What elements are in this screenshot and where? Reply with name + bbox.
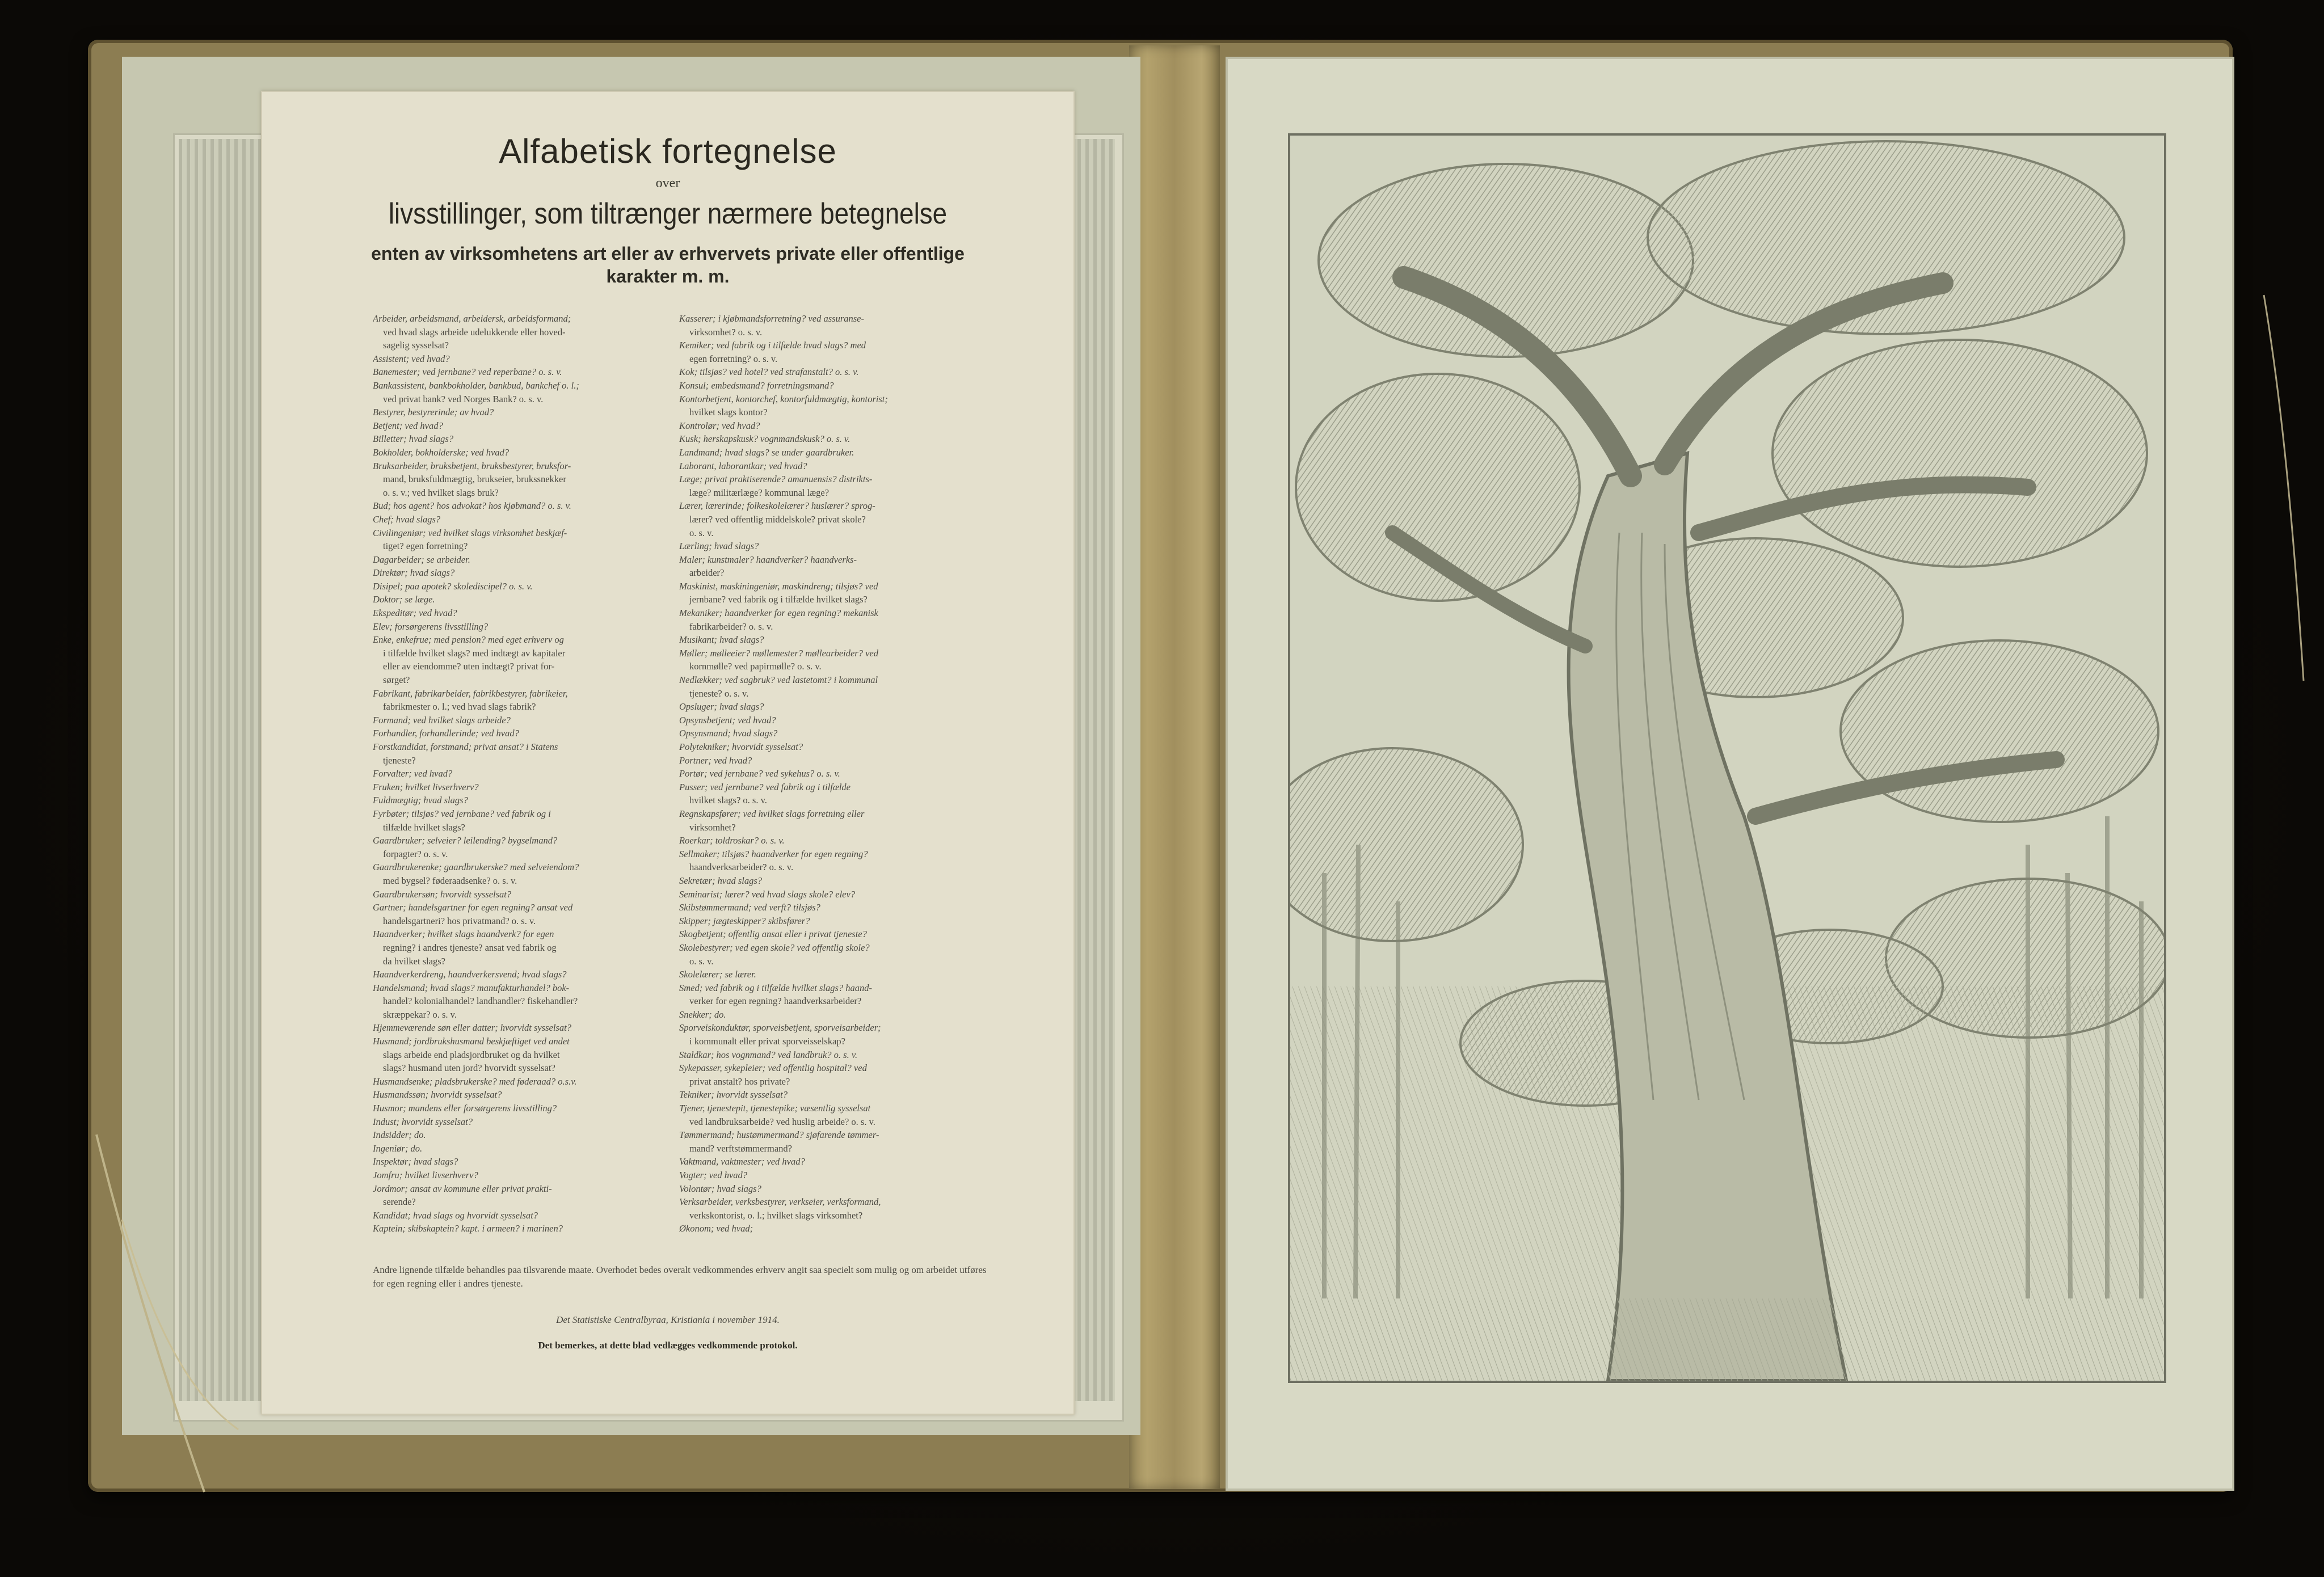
occupation-entry: Kusk; herskapskusk? vognmandskusk? o. s. v.: [679, 433, 851, 445]
occupation-entry: egen forretning? o. s. v.: [689, 353, 778, 364]
occupation-entry: Forstkandidat, forstmand; privat ansat? i Statens: [373, 741, 558, 752]
occupation-entry: sørget?: [383, 674, 410, 686]
occupation-entry: Indsidder; do.: [373, 1129, 426, 1141]
occupation-entry: Bankassistent, bankbokholder, bankbud, bankchef o. l.;: [373, 380, 579, 391]
occupation-entry: Banemester; ved jernbane? ved reperbane? o. s. v.: [373, 366, 562, 378]
occupation-entry: Husmor; mandens eller forsørgerens livsstilling?: [373, 1103, 557, 1114]
occupation-entry: Gartner; handelsgartner for egen regning? ansat ved: [373, 902, 573, 913]
occupation-entry: Skogbetjent; offentlig ansat eller i privat tjeneste?: [679, 929, 867, 940]
occupation-entry: Enke, enkefrue; med pension? med eget erhverv og: [373, 634, 564, 646]
occupation-entry: Gaardbrukerenke; gaardbrukerske? med selveiendom?: [373, 862, 579, 873]
occupation-entry: verker for egen regning? haandverksarbeider?: [689, 996, 862, 1007]
occupation-entry: Fuldmægtig; hvad slags?: [373, 795, 468, 806]
occupation-entry: Jomfru; hvilket livserhverv?: [373, 1170, 478, 1180]
occupation-entry: Kontrolør; ved hvad?: [679, 420, 760, 431]
occupation-entry: Nedlækker; ved sagbruk? ved lastetomt? i kommunal: [679, 674, 878, 686]
occupation-entry: Laborant, laborantkar; ved hvad?: [679, 460, 807, 471]
occupation-entry: Formand; ved hvilket slags arbeide?: [373, 714, 511, 726]
occupation-entry: Seminarist; lærer? ved hvad slags skole? elev?: [679, 888, 856, 900]
occupation-entry: fabrikarbeider? o. s. v.: [689, 621, 773, 632]
occupation-entry: Staldkar; hos vognmand? ved landbruk? o. s. v.: [679, 1049, 858, 1060]
occupation-entry: Økonom; ved hvad;: [679, 1223, 753, 1234]
occupation-entry: o. s. v.; ved hvilket slags bruk?: [383, 487, 499, 498]
occupation-entry: Opsynsbetjent; ved hvad?: [679, 714, 776, 726]
occupation-entry: forpagter? o. s. v.: [383, 848, 448, 859]
occupation-entry: Pusser; ved jernbane? ved fabrik og i tilfælde: [679, 781, 851, 792]
occupation-entry: skræppekar? o. s. v.: [383, 1009, 457, 1020]
occupation-entry: Fyrbøter; tilsjøs? ved jernbane? ved fabrik og i: [373, 808, 551, 819]
occupation-entry: Vogter; ved hvad?: [679, 1170, 748, 1180]
occupation-entry: tjeneste? o. s. v.: [689, 688, 749, 699]
occupation-entry: Sporveiskonduktør, sporveisbetjent, sporveisarbeider;: [679, 1022, 881, 1034]
occupation-entry: Opsluger; hvad slags?: [679, 701, 764, 712]
occupation-entry: virksomhet?: [689, 821, 736, 833]
occupation-entry: Fabrikant, fabrikarbeider, fabrikbestyrer, fabrikeier,: [373, 688, 568, 699]
occupation-entry: mand? verftstømmermand?: [689, 1142, 792, 1154]
occupation-entry: Bestyrer, bestyrerinde; av hvad?: [373, 407, 494, 418]
occupation-entry: Sekretær; hvad slags?: [679, 875, 763, 886]
occupation-entry: Bokholder, bokholderske; ved hvad?: [373, 446, 510, 458]
occupation-entry: Elev; forsørgerens livsstilling?: [373, 621, 489, 632]
occupation-entry: Tekniker; hvorvidt sysselsat?: [679, 1089, 788, 1100]
sheet-footer-note: Andre lignende tilfælde behandles paa tilsvarende maate. Overhodet bedes overalt vedkommendes erhverv angit saa specielt som mulig og om arbeidet utføres for egen regning eller i andres tjeneste.: [373, 1264, 987, 1289]
occupation-entry: Vaktmand, vaktmester; ved hvad?: [679, 1156, 805, 1167]
sheet-title: Alfabetisk fortegnelse: [499, 132, 837, 170]
occupation-entry: Betjent; ved hvad?: [373, 420, 443, 431]
sheet-subsubtitle: enten av virksomhetens art eller av erhvervets private eller offentlige karakter m. m.: [371, 243, 965, 286]
occupation-entry: Husmandssøn; hvorvidt sysselsat?: [373, 1089, 502, 1100]
occupation-entry: Maskinist, maskiningeniør, maskindreng; tilsjøs? ved: [679, 580, 878, 592]
occupation-entry: Arbeider, arbeidsmand, arbeidersk, arbeidsformand;: [373, 313, 571, 324]
occupation-entry: Konsul; embedsmand? forretningsmand?: [679, 380, 834, 391]
occupation-entry: Lærer, lærerinde; folkeskolelærer? huslærer? sprog-: [679, 500, 875, 512]
sheet-footer-signature: Det Statistiske Centralbyraa, Kristiania i november 1914.: [556, 1314, 780, 1325]
occupation-entry: Landmand; hvad slags? se under gaardbruker.: [679, 446, 854, 458]
occupation-entry: tiget? egen forretning?: [383, 541, 468, 552]
occupation-entry: sagelig sysselsat?: [383, 340, 449, 351]
occupation-entry: Haandverker; hvilket slags haandverk? for egen: [373, 929, 554, 940]
occupation-entry: Disipel; paa apotek? skolediscipel? o. s. v.: [373, 580, 533, 592]
occupation-entry: Fruken; hvilket livserhverv?: [373, 781, 479, 792]
occupation-entry: Lærling; hvad slags?: [679, 541, 759, 552]
occupation-entry: Inspektør; hvad slags?: [373, 1156, 458, 1167]
occupation-entry: slags arbeide end pladsjordbruket og da hvilket: [383, 1049, 560, 1060]
occupation-entry: Tømmermand; hustømmermand? sjøfarende tømmer-: [679, 1129, 879, 1141]
occupation-entry: Mekaniker; haandverker for egen regning? mekanisk: [679, 608, 878, 619]
occupation-entry: serende?: [383, 1196, 416, 1208]
occupation-entry: Ingeniør; do.: [373, 1142, 423, 1154]
occupation-entry: privat anstalt? hos private?: [689, 1076, 790, 1087]
occupation-entry: Husmand; jordbrukshusmand beskjæftiget ved andet: [373, 1036, 570, 1047]
occupation-entry: Læge; privat praktiserende? amanuensis? distrikts-: [679, 474, 873, 485]
occupation-entry: Skibstømmermand; ved verft? tilsjøs?: [679, 902, 820, 913]
occupation-entry: Handelsmand; hvad slags? manufakturhandel? bok-: [373, 982, 570, 993]
occupation-entry: Haandverkerdreng, haandverkersvend; hvad slags?: [373, 969, 567, 980]
occupation-entry: Husmandsenke; pladsbrukerske? med føderaad? o.s.v.: [373, 1076, 577, 1087]
occupation-entry: hvilket slags? o. s. v.: [689, 795, 767, 806]
occupation-entry: i tilfælde hvilket slags? med indtægt av kapitaler: [383, 647, 566, 659]
occupation-entry: i kommunalt eller privat sporveisselskap?: [689, 1036, 845, 1047]
occupation-entry: hvilket slags kontor?: [689, 407, 768, 418]
occupation-entry: Maler; kunstmaler? haandverker? haandverks-: [679, 554, 857, 565]
occupation-entry: Opsynsmand; hvad slags?: [679, 728, 778, 739]
occupation-entry: verkskontorist, o. l.; hvilket slags virksomhet?: [689, 1209, 863, 1221]
occupation-entry: Kaptein; skibskaptein? kapt. i armeen? i marinen?: [373, 1223, 563, 1234]
occupation-entry: Musikant; hvad slags?: [679, 634, 764, 646]
occupation-entry: arbeider?: [689, 567, 725, 579]
occupation-entry: ved landbruksarbeide? ved huslig arbeide? o. s. v.: [689, 1116, 875, 1127]
occupation-entry: Gaardbrukersøn; hvorvidt sysselsat?: [373, 888, 512, 900]
occupation-entry: Assistent; ved hvad?: [373, 353, 450, 364]
occupation-entry: fabrikmester o. l.; ved hvad slags fabrik?: [383, 701, 536, 712]
occupation-entry: Chef; hvad slags?: [373, 513, 441, 525]
occupation-entry: Bud; hos agent? hos advokat? hos kjøbmand? o. s. v.: [373, 500, 571, 512]
occupation-entry: Kemiker; ved fabrik og i tilfælde hvad slags? med: [679, 340, 866, 351]
occupation-entry: Volontør; hvad slags?: [679, 1183, 761, 1194]
occupation-entry: Forvalter; ved hvad?: [373, 768, 453, 779]
occupation-entry: tjeneste?: [383, 754, 416, 766]
occupation-entry: ved privat bank? ved Norges Bank? o. s. v.: [383, 393, 544, 404]
occupation-entry: haandverksarbeider? o. s. v.: [689, 862, 794, 873]
occupation-entry: Portør; ved jernbane? ved sykehus? o. s. v.: [679, 768, 840, 779]
occupation-entry: Kontorbetjent, kontorchef, kontorfuldmægtig, kontorist;: [679, 393, 888, 404]
occupation-entry: Snekker; do.: [679, 1009, 726, 1020]
occupation-entry: Verksarbeider, verksbestyrer, verkseier, verksformand,: [679, 1196, 881, 1208]
occupation-entry: Skipper; jægteskipper? skibsfører?: [679, 915, 810, 926]
occupation-entry: Skolelærer; se lærer.: [679, 969, 756, 980]
occupation-entry: Jordmor; ansat av kommune eller privat prakti-: [373, 1183, 552, 1194]
sheet-over: over: [655, 176, 680, 191]
occupation-entry: Direktør; hvad slags?: [373, 567, 455, 579]
occupation-entry: regning? i andres tjeneste? ansat ved fabrik og: [383, 942, 557, 953]
occupation-entry: jernbane? ved fabrik og i tilfælde hvilket slags?: [689, 594, 868, 605]
occupation-entry: Regnskapsfører; ved hvilket slags forretning eller: [679, 808, 865, 819]
sheet-subtitle: livsstillinger, som tiltrænger nærmere betegnelse: [388, 197, 948, 230]
occupation-entry: Møller; mølleeier? møllemester? møllearbeider? ved: [679, 647, 878, 659]
occupation-entry: lærer? ved offentlig middelskole? privat skole?: [689, 513, 866, 525]
occupation-entry: Bruksarbeider, bruksbetjent, bruksbestyrer, bruksfor-: [373, 460, 571, 471]
occupation-entry: Civilingeniør; ved hvilket slags virksomhet beskjæf-: [373, 527, 567, 538]
occupation-entry: Billetter; hvad slags?: [373, 433, 454, 445]
occupation-entry: Polytekniker; hvorvidt sysselsat?: [679, 741, 803, 752]
occupation-entry: handel? kolonialhandel? landhandler? fiskehandler?: [383, 996, 578, 1007]
occupation-entry: ved hvad slags arbeide udelukkende eller hoved-: [383, 326, 566, 338]
occupation-entry: Doktor; se læge.: [373, 594, 435, 605]
occupation-entry: Kok; tilsjøs? ved hotel? ved strafanstalt? o. s. v.: [679, 366, 859, 378]
occupation-entry: mand, bruksfuldmægtig, brukseier, brukssnekker: [383, 474, 566, 485]
occupation-entry: læge? militærlæge? kommunal læge?: [689, 487, 830, 498]
occupation-entry: Dagarbeider; se arbeider.: [373, 554, 470, 565]
sheet-footer-instruction: Det bemerkes, at dette blad vedlægges vedkommende protokol.: [538, 1340, 798, 1351]
occupation-entry: Hjemmeværende søn eller datter; hvorvidt sysselsat?: [373, 1022, 571, 1034]
occupation-entry: Smed; ved fabrik og i tilfælde hvilket slags? haand-: [679, 982, 873, 993]
occupation-entry: virksomhet? o. s. v.: [689, 326, 763, 338]
occupation-entry: Kandidat; hvad slags og hvorvidt sysselsat?: [373, 1209, 538, 1221]
occupation-entry: Skolebestyrer; ved egen skole? ved offentlig skole?: [679, 942, 870, 953]
occupation-entry: Ekspeditør; ved hvad?: [373, 608, 457, 619]
occupation-entry: Forhandler, forhandlerinde; ved hvad?: [373, 728, 519, 739]
occupation-entry: tilfælde hvilket slags?: [383, 821, 465, 833]
occupation-entry: Kasserer; i kjøbmandsforretning? ved assuranse-: [679, 313, 865, 324]
occupation-entry: eller av eiendomme? uten indtægt? privat for-: [383, 661, 555, 672]
occupation-entry: o. s. v.: [689, 955, 714, 967]
occupation-entry: o. s. v.: [689, 527, 714, 538]
occupation-entry: Gaardbruker; selveier? leilending? bygselmand?: [373, 835, 558, 846]
occupation-entry: kornmølle? ved papirmølle? o. s. v.: [689, 661, 822, 672]
occupation-entry: Indust; hvorvidt sysselsat?: [373, 1116, 473, 1127]
occupation-entry: Portner; ved hvad?: [679, 754, 752, 766]
occupation-entry: Roerkar; toldroskar? o. s. v.: [679, 835, 785, 846]
occupation-entry: Sykepasser, sykepleier; ved offentlig hospital? ved: [679, 1062, 867, 1074]
occupation-entry: slags? husmand uten jord? hvorvidt sysselsat?: [383, 1062, 555, 1074]
occupation-entry: Sellmaker; tilsjøs? haandverker for egen regning?: [679, 848, 868, 859]
occupation-entry: Tjener, tjenestepit, tjenestepike; væsentlig sysselsat: [679, 1103, 871, 1114]
occupation-entry: med bygsel? føderaadsenke? o. s. v.: [383, 875, 517, 886]
occupation-entry: da hvilket slags?: [383, 955, 445, 967]
occupation-entry: handelsgartneri? hos privatmand? o. s. v.: [383, 915, 536, 926]
